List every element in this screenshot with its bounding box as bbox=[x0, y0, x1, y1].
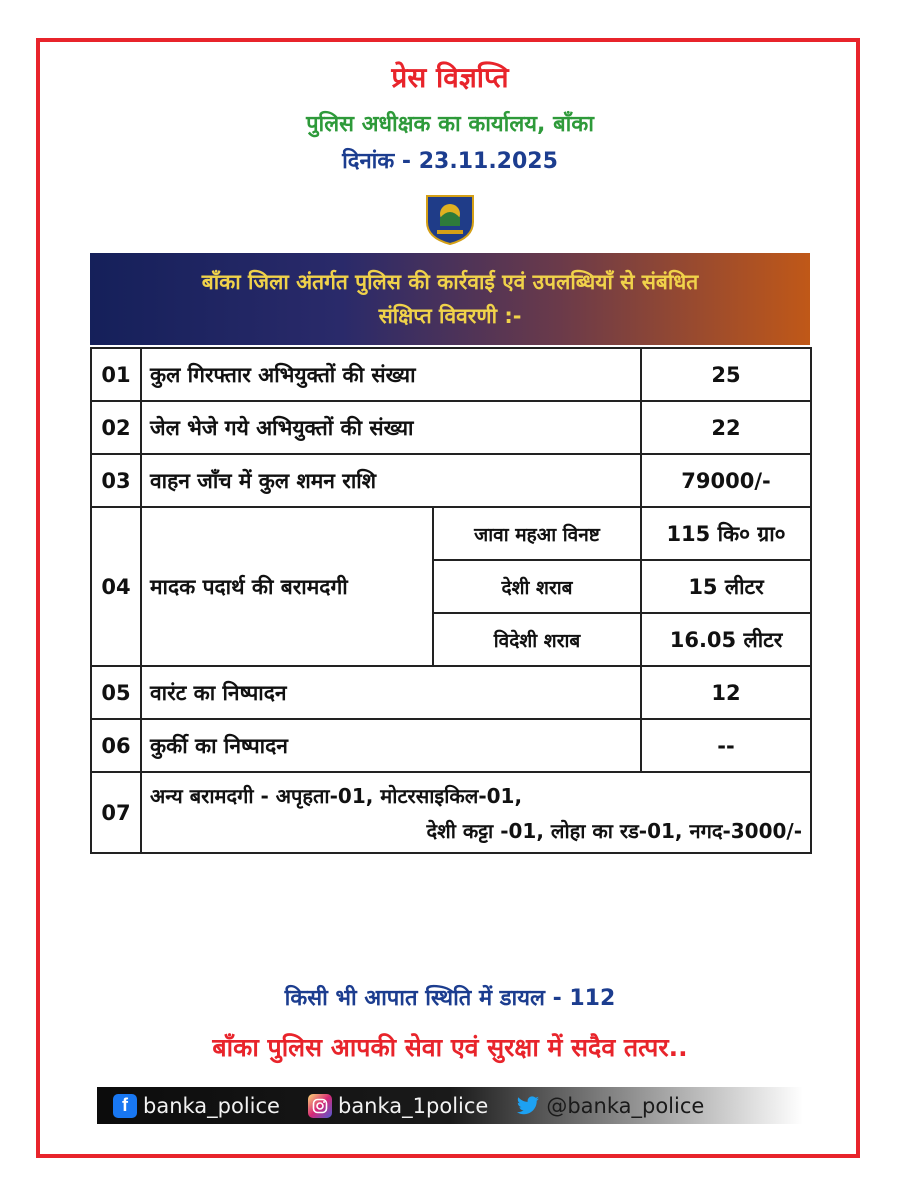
press-release-title: प्रेस विज्ञप्ति bbox=[391, 61, 509, 94]
row-value: 79000/- bbox=[641, 454, 811, 507]
table-row bbox=[91, 666, 811, 719]
facebook-icon: f bbox=[113, 1094, 137, 1118]
row-label: मादक पदार्थ की बरामदगी bbox=[141, 507, 433, 666]
row-number: 04 bbox=[91, 507, 141, 666]
achievements-table bbox=[90, 347, 812, 854]
release-date: दिनांक - 23.11.2025 bbox=[342, 149, 558, 174]
seizure-item-value: 15 लीटर bbox=[641, 560, 811, 613]
row-label: जेल भेजे गये अभियुक्तों की संख्या bbox=[141, 401, 641, 454]
twitter-link[interactable] bbox=[516, 1094, 704, 1118]
row-label: वारंट का निष्पादन bbox=[141, 666, 641, 719]
row-number: 05 bbox=[91, 666, 141, 719]
row-value: 25 bbox=[641, 348, 811, 401]
table-row bbox=[91, 454, 811, 507]
police-slogan: बाँका पुलिस आपकी सेवा एवं सुरक्षा में सदैव तत्पर.. bbox=[212, 1033, 688, 1062]
summary-banner bbox=[90, 253, 810, 345]
table-row bbox=[91, 719, 811, 772]
social-bar bbox=[97, 1087, 803, 1124]
bihar-police-emblem-icon bbox=[421, 192, 479, 246]
seizure-item-value: 16.05 लीटर bbox=[641, 613, 811, 666]
facebook-handle: banka_police bbox=[143, 1093, 280, 1118]
instagram-handle: banka_1police bbox=[337, 1093, 489, 1118]
row-number: 06 bbox=[91, 719, 141, 772]
table-row bbox=[91, 401, 811, 454]
row-number: 02 bbox=[91, 401, 141, 454]
emergency-dial: किसी भी आपात स्थिति में डायल - 112 bbox=[284, 986, 616, 1011]
row-value: 12 bbox=[641, 666, 811, 719]
banner-line-2: संक्षिप्त विवरणी :- bbox=[378, 304, 522, 328]
row-value: 22 bbox=[641, 401, 811, 454]
table-row bbox=[91, 772, 811, 853]
banner-line-1: बाँका जिला अंतर्गत पुलिस की कार्रवाई एवं उपलब्धियाँ से संबंधित bbox=[201, 270, 699, 294]
row-number: 01 bbox=[91, 348, 141, 401]
instagram-icon bbox=[308, 1094, 332, 1118]
facebook-link[interactable] bbox=[113, 1094, 280, 1118]
twitter-handle: @banka_police bbox=[546, 1093, 705, 1118]
row-number: 03 bbox=[91, 454, 141, 507]
office-name: पुलिस अधीक्षक का कार्यालय, बाँका bbox=[306, 112, 594, 137]
misc-line-2: देशी कट्टा -01, लोहा का रड-01, नगद-3000/- bbox=[426, 818, 803, 843]
table-row bbox=[91, 348, 811, 401]
row-value: -- bbox=[641, 719, 811, 772]
row-label: वाहन जाँच में कुल शमन राशि bbox=[141, 454, 641, 507]
row-label: कुर्की का निष्पादन bbox=[141, 719, 641, 772]
seizure-item-name: देशी शराब bbox=[433, 560, 641, 613]
instagram-link[interactable] bbox=[308, 1094, 488, 1118]
misc-recovery-cell bbox=[141, 772, 811, 853]
row-label: कुल गिरफ्तार अभियुक्तों की संख्या bbox=[141, 348, 641, 401]
seizure-item-name: विदेशी शराब bbox=[433, 613, 641, 666]
seizure-item-value: 115 कि० ग्रा० bbox=[641, 507, 811, 560]
seizure-item-name: जावा महआ विनष्ट bbox=[433, 507, 641, 560]
misc-line-1: अन्य बरामदगी - अपृहता-01, मोटरसाइकिल-01, bbox=[150, 783, 523, 808]
twitter-icon bbox=[516, 1094, 540, 1118]
row-number: 07 bbox=[91, 772, 141, 853]
table-row bbox=[91, 507, 811, 560]
